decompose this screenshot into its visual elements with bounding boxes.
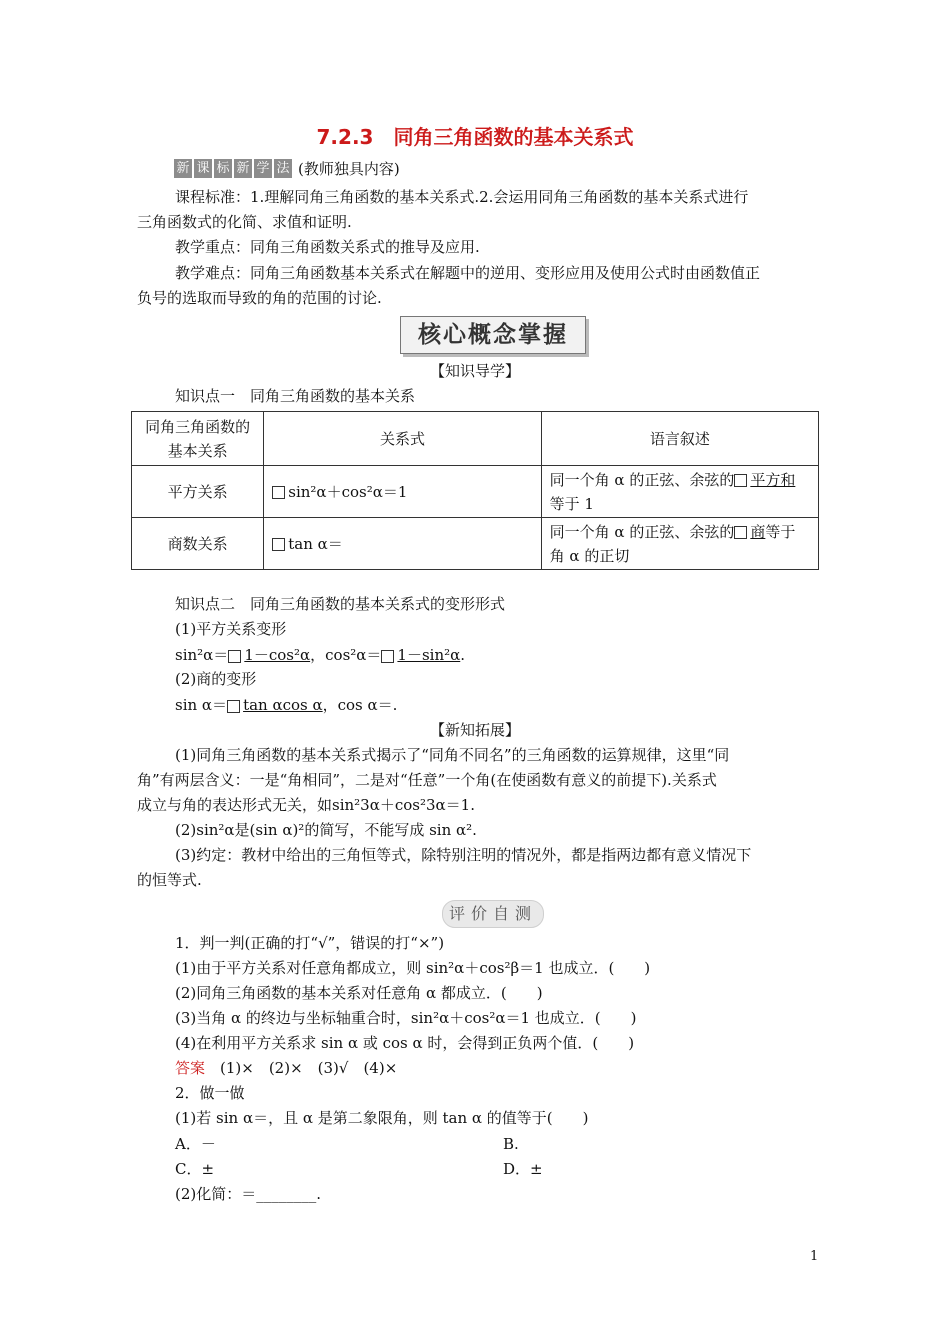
extension-1-line1: (1)同角三角函数的基本关系式揭示了“同角不同名”的三角函数的运算规律，这里“同 [175,746,730,764]
formula-text: ，cos²α＝ [310,646,382,664]
question-2-heading: 2．做一做 [175,1084,245,1102]
relation-formula-cell [264,466,541,518]
core-concept-banner: 核心概念掌握 [400,316,586,354]
blank-box-icon [272,486,285,499]
blank-box-icon [734,526,747,539]
extension-3-line2: 的恒等式. [137,871,202,889]
relation-formula: sin²α＋cos²α＝1 [288,482,408,501]
option-d: D．± [503,1160,543,1178]
fill-in-answer: tan αcos α [243,696,323,714]
relation-name: 商数关系 [132,518,264,570]
table-header-row [132,412,819,466]
teaching-difficulty-line1: 教学难点：同角三角函数基本关系式在解题中的逆用、变形应用及使用公式时由函数值正 [175,264,761,282]
option-b: B. [503,1135,519,1153]
relation-description [541,466,818,518]
table-row [132,466,819,518]
page-number: 1 [810,1249,819,1264]
blank-box-icon [272,538,285,551]
answer-label: 答案 [175,1059,206,1077]
table-header-cell: 关系式 [264,412,541,466]
extension-1-line2: 角”有两层含义：一是“角相同”，二是对“任意”一个角(在使函数有意义的前提下).关系式 [137,771,717,789]
blank-box-icon [227,700,240,713]
formula-text: sin²α＝ [175,646,229,664]
relation-name: 平方关系 [132,466,264,518]
extension-1-line3: 成立与角的表达形式无关，如sin²3α＋cos²3α＝1. [137,796,475,814]
table-header-cell: 同角三角函数的基本关系 [132,412,264,466]
badge-char: 标 [214,159,232,178]
extension-2: (2)sin²α是(sin α)²的简写，不能写成 sin α². [175,821,477,839]
table-row [132,518,819,570]
guide-heading: 【知识导学】 [429,362,520,380]
answer-text: (1)× (2)× (3)√ (4)× [205,1059,398,1077]
question-2-1: (1)若 sin α＝，且 α 是第二象限角，则 tan α 的值等于( ) [175,1109,589,1127]
formula-text: sin α＝ [175,696,228,714]
quotient-relation-heading: (2)商的变形 [175,670,257,688]
square-relation-formula [175,644,855,666]
description-text: 等于 1 [549,494,594,513]
question-1-heading: 1．判一判(正确的打“√”，错误的打“×”) [175,934,445,952]
description-text: 同一个角 α 的正弦、余弦的 [549,522,735,541]
new-standard-badge [174,158,400,179]
self-evaluation-badge: 评价自测 [442,900,544,928]
option-a: A．－ [175,1135,216,1153]
relation-description [541,518,818,570]
blank-box-icon [228,650,241,663]
fill-in-answer: 1－cos²α [244,646,311,664]
extension-heading: 【新知拓展】 [429,721,520,739]
judge-item: (3)当角 α 的终边与坐标轴重合时，sin²α＋cos²α＝1 也成立．( ) [175,1009,637,1027]
page-title: 7.2.3 同角三角函数的基本关系式 [316,125,634,149]
relations-table [131,411,819,570]
extension-3-line1: (3)约定：教材中给出的三角恒等式，除特别注明的情况外，都是指两边都有意义情况下 [175,846,752,864]
badge-char: 课 [194,159,212,178]
fill-in-answer: 商 [750,522,766,541]
badge-char: 新 [174,159,192,178]
knowledge-point-1-title: 知识点一 同角三角函数的基本关系 [175,387,416,405]
formula-text: . [460,646,466,664]
badge-char: 新 [234,159,252,178]
course-standard-line1: 课程标准：1.理解同角三角函数的基本关系式.2.会运用同角三角函数的基本关系式进行 [175,188,749,206]
quotient-relation-formula [175,694,855,716]
fill-in-answer: 1－sin²α [397,646,461,664]
formula-text: ，cos α＝. [322,696,398,714]
badge-char: 法 [274,159,292,178]
relation-formula: tan α＝ [288,534,343,553]
description-text: 同一个角 α 的正弦、余弦的 [549,470,735,489]
badge-char: 学 [254,159,272,178]
table-header-cell: 语言叙述 [541,412,818,466]
option-c: C．± [175,1160,215,1178]
badge-note: (教师独具内容) [298,160,400,178]
judge-item: (2)同角三角函数的基本关系对任意角 α 都成立．( ) [175,984,543,1002]
square-relation-heading: (1)平方关系变形 [175,620,287,638]
blank-box-icon [381,650,394,663]
knowledge-point-2-title: 知识点二 同角三角函数的基本关系式的变形形式 [175,595,506,613]
description-text: 等于角 α 的正切 [549,522,796,565]
judge-item: (1)由于平方关系对任意角都成立，则 sin²α＋cos²β＝1 也成立．( ) [175,959,651,977]
teaching-key-point: 教学重点：同角三角函数关系式的推导及应用. [175,238,480,256]
relation-formula-cell [264,518,541,570]
fill-in-answer: 平方和 [750,470,796,489]
teaching-difficulty-line2: 负号的选取而导致的角的范围的讨论. [137,289,382,307]
course-standard-line2: 三角函数式的化简、求值和证明. [137,213,352,231]
answer-line [175,1057,855,1079]
question-2-2: (2)化简：＝________. [175,1185,322,1203]
judge-item: (4)在利用平方关系求 sin α 或 cos α 时，会得到正负两个值．( ) [175,1034,635,1052]
blank-box-icon [734,474,747,487]
